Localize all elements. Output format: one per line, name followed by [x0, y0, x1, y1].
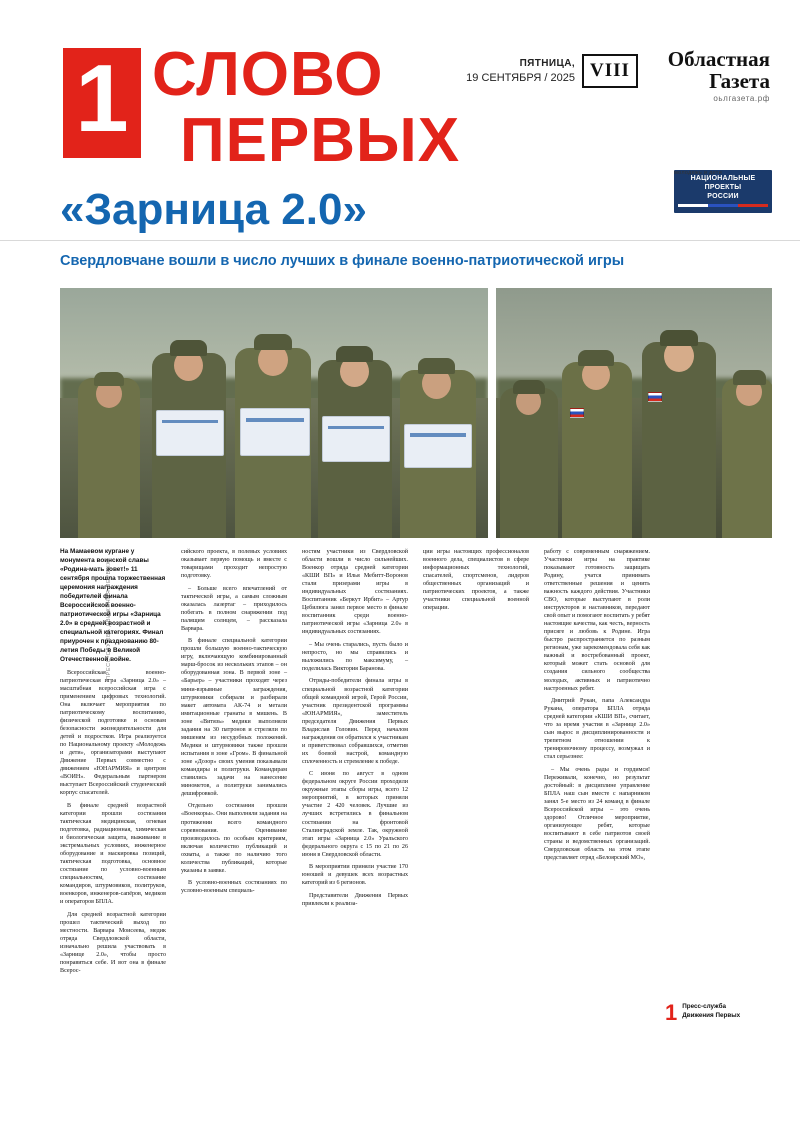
signoff-mark: 1: [665, 1000, 678, 1025]
photo-person-cap: [660, 330, 698, 346]
photo-person-cap: [733, 370, 766, 385]
photo-diploma: [156, 410, 224, 456]
paragraph: В финале специальной категории прошли большую военно-тактическую игру, включающую комбинированный марш-бросок из нескольких этапов – он оборудованная зона. В первой зоне – «Барьер» – участники проходят через мини-взрывные заграждения, штурмовики собирали и разбирали макет автомата АК-74 и метали имитационные гранаты в мишень. В зоне «Витязь» медики выполняли задания на 30 патронов и стреляли по мишеням из несудобных положений. Медики и штурмовики также прошли испытания в зоне «Гром». В финальной зоне «Дозор» своих умения показывали командиры и политруки. Командирам ставились задачи на нанесение минометов, а политруки занимались дешифровкой.: [181, 638, 287, 797]
paragraph: ностям участники из Свердловской области вошли в число сильнейших. Военкор отряда средней категории «КШИ ВП» и Илья Мебитт-Воронов стали призерами игры в индивидуальных состязаниях. Воспитанник «Беркут Ирбит» – Артур Цебилюга занял первое место в финале воспитанник среди военно-патриотической игры «Зарница 2.0» в индивидуальных состязаниях.: [302, 549, 408, 636]
photo-person-cap: [94, 372, 124, 386]
paragraph: – Мы очень рады и гордимся! Переживали, конечно, но результат достойный: в дисциплине управление БПЛА наш сын вместе с напарником занял 5-е место из 24 команд в финале Всероссийской игры – это очень здорово! Отличное мероприятие, организующее ребят, которые воспитывают в себе патриотов своей страны и ведомственных организаций. Свердловская область на этом этапе представляет отряд «Белоярский МО»,: [544, 766, 650, 862]
photo-person-cap: [254, 334, 292, 350]
text-column-1: [60, 548, 166, 979]
article-lede: [60, 548, 166, 665]
paragraph: Всероссийская военно-патриотическая игра «Зарница 2.0» – масштабная всероссийская игра с применением цифровых технологий. Она включает мероприятия по патриотическому воспитанию, физической подготовке и основам безопасности жизнедеятельности для детей и подростков. Игра реализуется по Национальному проекту «Молодежь и дети», организаторами выступают Движение Первых совместно с движением «ЮНАРМИЯ» и центром «ВОИН». Федеральным партнером выступает Всероссийский студенческий корпус спасателей.: [60, 669, 166, 797]
signoff-line-1: Пресс-служба: [682, 1003, 726, 1010]
issue-date: 19 СЕНТЯБРЯ / 2025: [466, 72, 575, 84]
text-column-3: [302, 548, 408, 912]
article-subheadline: Свердловчане вошли в число лучших в финале военно-патриотической игры: [60, 253, 625, 269]
paragraph: В финале средней возрастной категории прошли состязания тактическая медицинская, огневая подготовка, радиационная, химическая и биологическая защита, выживание в экстремальных условиях, инженерное оборудование и маскировка позиций, тактическая подготовка, основное состязание по условно-военным специальностям, состязание командиров, штурмовиков, политруков, военкоров, инженеров-сапёров, медиков и операторов БПЛА.: [60, 802, 166, 905]
text-column-5: [544, 548, 650, 867]
photo-person-cap: [336, 346, 373, 362]
photo-person-cap: [418, 358, 455, 374]
paragraph: работу с современным снаряжением. Участники игры на практике показывают готовность защищать Родину, учатся принимать ответственные решения и ценить важность каждого действия. Участники СВО, которые выступают в роли инструкторов и наставников, передают свой опыт и помогают воспитать у ребят настоящие качества, как честь, верность присяге и любовь к Родине. Игра быстро распространяется по разным регионам, уже зарекомендовала себя как важный и востребованный проект, который может стать основой для создания сильного сообщества молодых, активных и патриотично настроенных ребят.: [544, 549, 650, 692]
photo-person-cap: [578, 350, 614, 366]
issue-weekday: ПЯТНИЦА,: [519, 58, 575, 69]
header-divider: [0, 240, 800, 241]
paragraph: Отряды-победители финала игры в специальной возрастной категории общей командной игрой, Герой России, участник президентской программы «ЮНАРМИЯ», заместитель председателя Движения Первых Владислав Головин. Перед началом награждения он обратился к участникам и приветствовал собравшихся, отметив их боевой настрой, командную сплоченность и стремление к победе.: [302, 678, 408, 765]
article-body: [60, 548, 772, 1078]
national-projects-badge: [674, 170, 772, 213]
text-column-4: [423, 548, 529, 617]
paragraph: Отдельно состязания прошли «Военкоры». Они выполняли задания на протяжении всего командного соревнования. Оценивание производилось по особым критериям, включая количество публикаций и охваты, а также по наличию того количества публикаций, которые указаны в заявке.: [181, 803, 287, 874]
title-line-pervyh: ПЕРВЫХ: [180, 106, 461, 175]
brand-line-1: Областная: [667, 47, 770, 71]
paragraph: В условно-военных состязаниях по условно-военным специаль-: [181, 880, 287, 895]
paragraph: сийского проекта, в полевых условиях оказывает первую помощь и вместе с товарищами проходит непростую подготовку.: [181, 549, 287, 580]
paragraph: Представители Движения Первых привлекли к реализа-: [302, 892, 408, 907]
photo-cadets-formation: [496, 288, 772, 538]
photo-person-cap: [170, 340, 207, 356]
brand-website: оьлгазета.рф: [713, 94, 770, 104]
lede-paragraph: На Мамаевом кургане у монумента воинской славы «Родина-мать зовет!» 11 сентября прошла торжественная церемония награждения победителей финала Всероссийской военно-патриотической игры «Зарница 2.0» в средней возрастной и специальной категориях. Финал приурочен к празднованию 80-летия Победы в Великой Отечественной войне.: [60, 548, 166, 663]
photo-flag-patch: [570, 408, 584, 418]
paragraph: С июня по август в одном федеральном округе России проходили окружные этапы сборы игры, всего 12 мероприятий, в которых приняли участие 2 420 человек. Лучшие из лучших встретились в финальном состязании на фронтовой Сталинградской земле. Так, окружной этап игры «Зарница 2.0» Уральского федерального округа с 15 по 21 по 26 июня в Свердловской области.: [302, 771, 408, 858]
photo-award-ceremony: [60, 288, 488, 538]
photo-diploma: [404, 424, 472, 468]
paragraph: ции игры настоящих профессионалов военного дела, специалистов в сфере информационных технологий, спасателей, спортсменов, лидеров общественных организаций и патриотических проектов, а также участники специальной военной операции.: [423, 549, 529, 612]
badge-box: [674, 170, 772, 213]
photo-credit: ПРЕСС-СЛУЖБА ДВИЖЕНИЯ ПЕРВЫХ: [106, 560, 112, 680]
title-line-slovo: СЛОВО: [152, 40, 384, 109]
big-number-text: 1: [75, 45, 129, 152]
photo-diploma: [322, 416, 390, 462]
photo-person-cap: [513, 380, 545, 394]
paragraph: Дмитрий Рукан, папа Александра Рукана, оператора БПЛА отряда средней категории «КШИ ВП», считает, что за время участия в «Зарнице 2.0» сын вырос в дисциплинированности и трепетном отношении к тренировочному процессу, возмужал и стал серьезнее:: [544, 698, 650, 761]
paragraph: В мероприятии приняли участие 170 юношей и девушек всех возрастных категорий из 6 регионов.: [302, 864, 408, 887]
issue-info: [455, 58, 575, 84]
badge-line-2: ПРОЕКТЫ: [704, 183, 742, 191]
text-column-2: [181, 548, 287, 900]
photo-diploma: [240, 408, 310, 456]
russian-flag-icon: [678, 204, 768, 207]
badge-line-3: РОССИИ: [707, 192, 739, 200]
paragraph: – Больше всего впечатлений от тактической игры, а самым сложным оказалась лазертаг – приходилось побегать в полном снаряжении под палящим солнцем, – рассказала Варвара.: [181, 585, 287, 632]
signoff-line-2: Движения Первых: [682, 1011, 741, 1019]
brand-line-2: Газета: [709, 69, 770, 94]
photo-flag-patch: [648, 392, 662, 402]
masthead: [0, 0, 800, 250]
newspaper-logo: [668, 48, 770, 103]
title-line-zarnitsa: «Зарница 2.0»: [60, 185, 367, 234]
section-number: VIII: [582, 54, 638, 88]
paragraph: – Мы очень старались, пусть было и непросто, но мы справились и выложились по максимуму, – поделилась Виктория Баранова.: [302, 641, 408, 672]
badge-caption: молодежь и дети: [674, 170, 722, 176]
paragraph: Для средней возрастной категории прошел тактический выход по местности. Варвара Моисеева, медик отряда Свердловской области, изначально решила участвовать в «Зарнице 2.0», чтобы просто понравиться себе. И вот она в финале Всерос-: [60, 911, 166, 974]
badge-line-1: НАЦИОНАЛЬНЫЕ: [690, 175, 756, 182]
big-number-block: [63, 45, 141, 158]
article-signoff: [665, 1000, 775, 1025]
